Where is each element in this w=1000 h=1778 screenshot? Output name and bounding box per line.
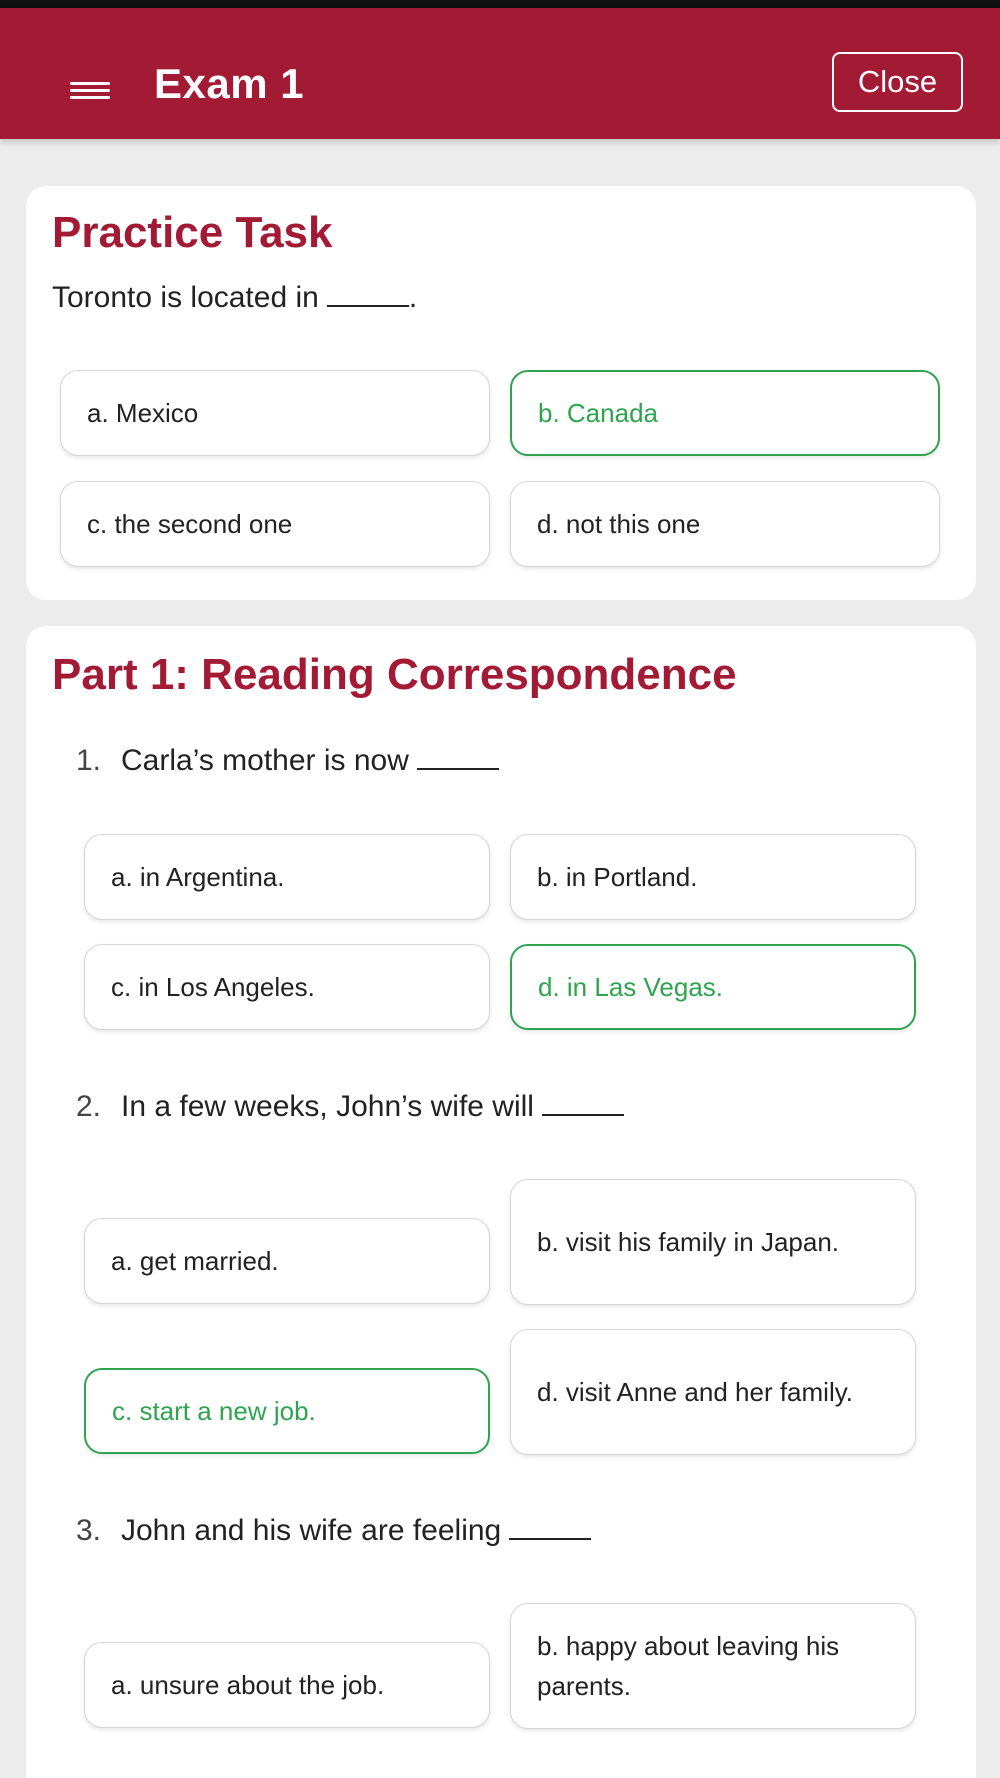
q1-option-a[interactable]: a. in Argentina. [84,834,490,920]
answer-blank [542,1096,624,1116]
practice-prompt-end: . [408,281,418,314]
practice-option-b[interactable]: b. Canada [510,370,940,456]
answer-blank [327,287,409,307]
practice-task-heading: Practice Task [52,208,333,257]
q3-option-a[interactable]: a. unsure about the job. [84,1642,490,1728]
q1-option-d[interactable]: d. in Las Vegas. [510,944,916,1030]
close-button[interactable]: Close [832,52,963,112]
practice-task-card [26,186,976,600]
question-number: 3. [76,1514,102,1547]
q2-option-a[interactable]: a. get married. [84,1218,490,1304]
page-title: Exam 1 [154,60,305,107]
question-text: In a few weeks, John’s wife will [121,1090,534,1123]
question-number: 2. [76,1090,102,1123]
practice-option-a[interactable]: a. Mexico [60,370,490,456]
part1-heading: Part 1: Reading Correspondence [52,650,737,699]
answer-blank [509,1520,591,1540]
answer-blank [417,750,499,770]
practice-prompt-text: Toronto is located in [52,281,319,314]
practice-option-d[interactable]: d. not this one [510,481,940,567]
q2-option-c[interactable]: c. start a new job. [84,1368,490,1454]
practice-option-c[interactable]: c. the second one [60,481,490,567]
q2-option-d[interactable]: d. visit Anne and her family. [510,1329,916,1455]
q1-option-b[interactable]: b. in Portland. [510,834,916,920]
q2-option-b[interactable]: b. visit his family in Japan. [510,1179,916,1305]
practice-prompt [52,281,417,315]
app-header [0,8,1000,139]
question-number: 1. [76,744,102,777]
question-1 [76,744,499,778]
status-bar-strip [0,0,1000,8]
part1-card [26,626,976,1778]
question-3 [76,1514,591,1548]
q1-option-c[interactable]: c. in Los Angeles. [84,944,490,1030]
question-text: John and his wife are feeling [121,1514,502,1547]
question-text: Carla’s mother is now [121,744,409,777]
question-2 [76,1090,624,1124]
hamburger-menu-icon[interactable] [70,78,110,104]
q3-option-b[interactable]: b. happy about leaving his parents. [510,1603,916,1729]
